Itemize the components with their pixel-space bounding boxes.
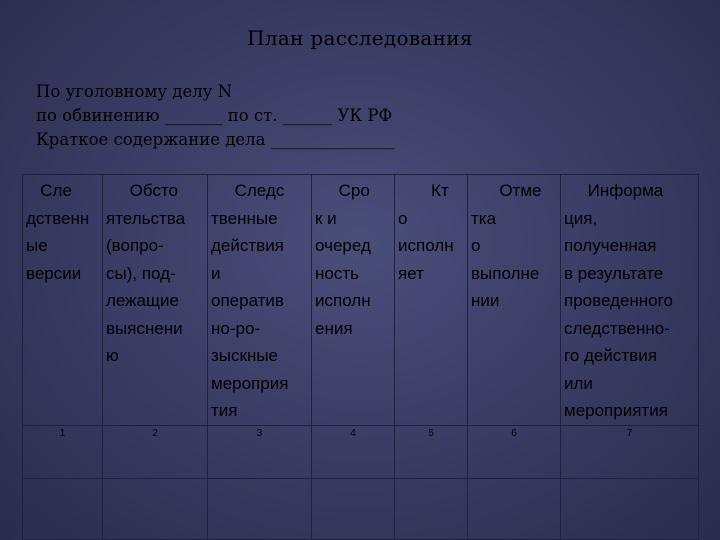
empty-cell	[395, 478, 468, 539]
header-deadline: Сро к и очеред ность исполн ения	[312, 175, 395, 426]
empty-cell	[312, 478, 395, 539]
column-number: 6	[468, 425, 561, 478]
column-number: 1	[23, 425, 103, 478]
header-circumstances: Обсто ятельства (вопро- сы), под- лежащие выяснени ю	[103, 175, 208, 426]
header-actions: Следс твенные действия и оператив но-ро- зыскные мероприя тия	[208, 175, 312, 426]
header-information: Информа ция, полученная в результате проведенного следственно- го действия или мероприятия	[561, 175, 699, 426]
empty-cell	[23, 478, 103, 539]
header-executor: Кт о исполн яет	[395, 175, 468, 426]
table-row-empty	[23, 478, 699, 539]
empty-cell	[561, 478, 699, 539]
column-number: 4	[312, 425, 395, 478]
empty-cell	[103, 478, 208, 539]
table-row-numbers	[23, 425, 699, 478]
empty-cell	[208, 478, 312, 539]
column-number: 7	[561, 425, 699, 478]
column-number: 3	[208, 425, 312, 478]
case-number-line: По уголовному делу N	[36, 82, 233, 101]
header-versions: Сле дственн ые версии	[23, 175, 103, 426]
investigation-plan-table	[22, 174, 698, 534]
empty-cell	[468, 478, 561, 539]
column-number: 5	[395, 425, 468, 478]
table-header-row	[23, 175, 699, 426]
case-summary-line: Краткое содержание дела _______________	[36, 130, 395, 149]
header-completion-mark: Отме тка о выполне нии	[468, 175, 561, 426]
page-title: План расследования	[247, 26, 473, 50]
accusation-line: по обвинению _______ по ст. ______ УК РФ	[36, 106, 393, 125]
column-number: 2	[103, 425, 208, 478]
case-info	[36, 80, 696, 152]
